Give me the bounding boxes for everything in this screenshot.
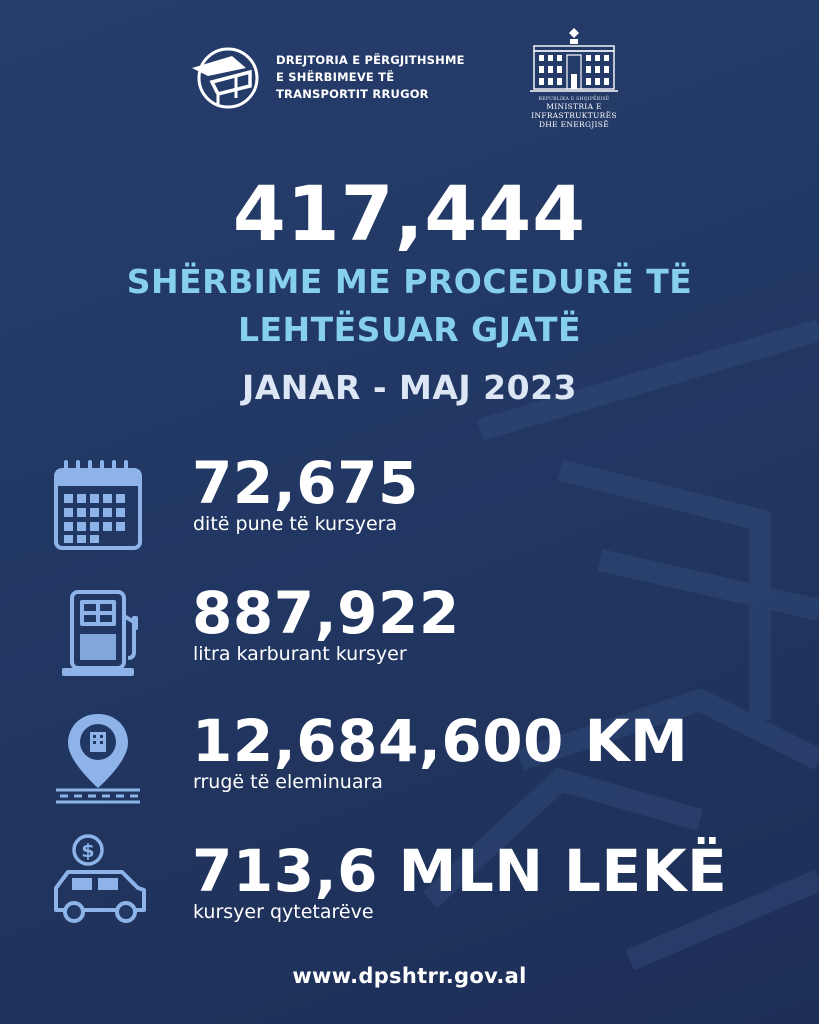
- fuel-pump-icon: [48, 588, 152, 688]
- calendar-icon: [48, 456, 152, 556]
- ministry-name-line: DHE ENERGJISË: [538, 120, 610, 129]
- stat-workdays: [0, 450, 819, 560]
- stat-label: rrugë të eleminuara: [193, 771, 383, 793]
- stat-distance: [0, 708, 819, 818]
- stat-value: 72,675: [192, 449, 419, 517]
- subtitle-line: SHËRBIME ME PROCEDURË TË: [126, 262, 693, 301]
- ministry-republic: REPUBLIKA E SHQIPËRISË: [538, 97, 610, 102]
- stat-value: 12,684,600 KM: [192, 707, 689, 775]
- stat-label: ditë pune të kursyera: [193, 513, 398, 535]
- stat-value: 713,6 MLN LEKË: [192, 837, 728, 905]
- ministry-building-icon: [524, 24, 624, 94]
- stat-fuel: [0, 580, 819, 690]
- car-money-icon: [48, 832, 152, 932]
- subtitle-line: LEHTËSUAR GJATË: [237, 310, 582, 349]
- org-name-line: E SHËRBIMEVE TË: [276, 70, 395, 84]
- organization-name: [276, 52, 516, 103]
- dollar-sign-icon: $: [81, 840, 95, 862]
- stat-value: 887,922: [192, 579, 460, 647]
- website-link[interactable]: www.dpshtrr.gov.al: [292, 964, 527, 988]
- total-services-number: 417,444: [232, 169, 587, 258]
- dpshtrr-logo: [188, 46, 266, 110]
- location-pin-road-icon: [48, 710, 152, 810]
- stat-label: litra karburant kursyer: [193, 643, 407, 665]
- stat-money: [0, 838, 819, 948]
- stat-label: kursyer qytetarëve: [193, 901, 374, 923]
- org-name-line: TRANSPORTIT RRUGOR: [276, 87, 429, 101]
- org-name-line: DREJTORIA E PËRGJITHSHME: [276, 53, 465, 67]
- ministry-name-line: MINISTRIA E INFRASTRUKTURËS: [531, 102, 617, 120]
- headline-subtitle: [0, 258, 819, 354]
- ministry-logo: [512, 24, 636, 129]
- period-label: JANAR - MAJ 2023: [241, 368, 578, 407]
